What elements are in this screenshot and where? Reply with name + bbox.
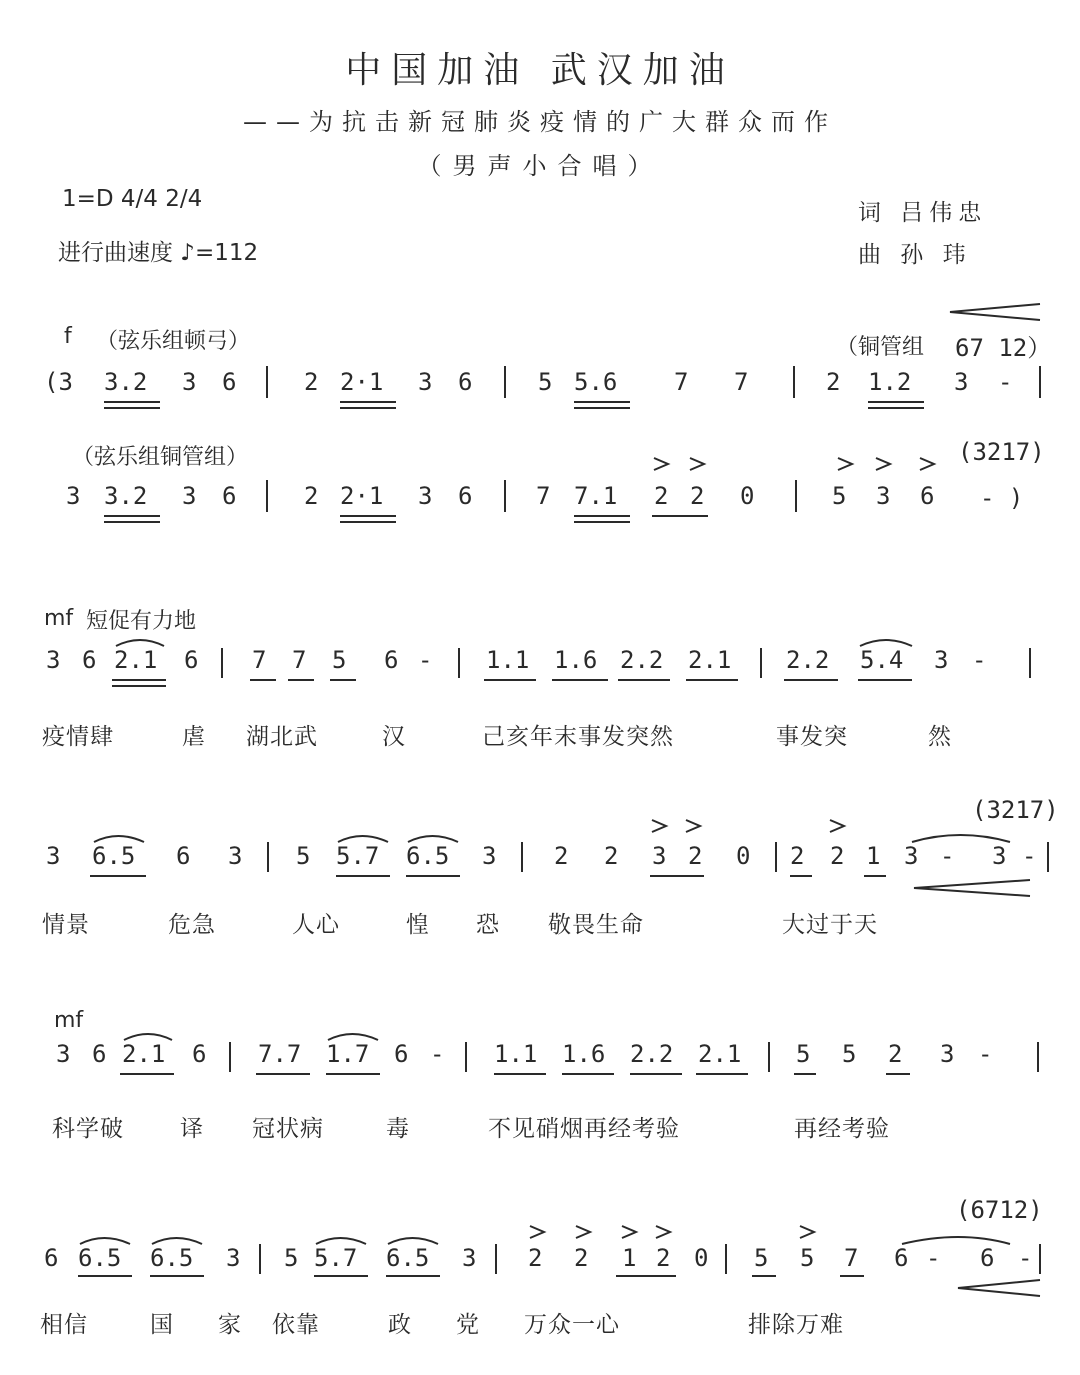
note: 3: [46, 646, 61, 674]
note: -: [972, 646, 987, 674]
lyric: 万众一心: [524, 1312, 620, 1338]
note: 2: [826, 368, 841, 396]
note: 6: [894, 1244, 909, 1272]
note: 5.7: [336, 842, 380, 870]
note: 7: [292, 646, 307, 674]
direction-brass: （铜管组: [836, 335, 925, 360]
note: 7: [674, 368, 689, 396]
note: 5.4: [860, 646, 904, 674]
page-subtitle: ——为抗击新冠肺炎疫情的广大群众而作: [243, 108, 837, 136]
note: 6.5: [386, 1244, 430, 1272]
note: 2: [304, 368, 319, 396]
note: 1.6: [562, 1040, 606, 1068]
note: 5.6: [574, 368, 618, 396]
note: 3: [66, 482, 81, 510]
note: 3: [904, 842, 919, 870]
lyric: 排除万难: [748, 1312, 844, 1338]
lyric: 毒: [386, 1116, 410, 1142]
note: 6: [222, 482, 237, 510]
note: -: [1022, 842, 1037, 870]
lyric: 然: [928, 724, 952, 750]
lyric: 再经考验: [794, 1116, 890, 1142]
note: 2: [304, 482, 319, 510]
note: 5: [842, 1040, 857, 1068]
note: 6: [92, 1040, 107, 1068]
note: 3: [418, 482, 433, 510]
note: 3.2: [104, 482, 148, 510]
note: 6: [980, 1244, 995, 1272]
note: 2: [830, 842, 845, 870]
note: 2.1: [698, 1040, 742, 1068]
note: 6: [82, 646, 97, 674]
note: 6.5: [78, 1244, 122, 1272]
composer-credit: 曲 孙 玮: [858, 242, 972, 268]
row4-ending-notes: (6712): [956, 1196, 1043, 1224]
direction-short-forceful: 短促有力地: [86, 609, 197, 634]
dynamic-f: f: [64, 324, 72, 349]
lyric: 家: [218, 1312, 242, 1338]
note: 6: [184, 646, 199, 674]
lyric: 译: [180, 1116, 204, 1142]
lyric: 科学破: [52, 1116, 124, 1142]
note: -: [430, 1040, 445, 1068]
note: 2: [654, 482, 669, 510]
lyric: 汉: [382, 724, 406, 750]
tempo-marking: 进行曲速度 ♪=112: [58, 240, 259, 266]
note: 6: [458, 368, 473, 396]
note: 0: [694, 1244, 709, 1272]
note: 3: [182, 368, 197, 396]
note: 1.7: [326, 1040, 370, 1068]
note: 5: [284, 1244, 299, 1272]
note: 2·1: [340, 482, 384, 510]
note: 2.2: [786, 646, 830, 674]
row2-ending-notes: (3217): [972, 796, 1059, 824]
note: 3: [652, 842, 667, 870]
lyric: 冠状病: [252, 1116, 324, 1142]
note: 7: [844, 1244, 859, 1272]
note: 3: [182, 482, 197, 510]
note: 3: [876, 482, 891, 510]
lyric: 危急: [168, 912, 216, 938]
note: 2.1: [688, 646, 732, 674]
note: (3: [44, 368, 73, 396]
note: 3: [56, 1040, 71, 1068]
lyric: 疫情肆: [42, 724, 114, 750]
note: 2: [790, 842, 805, 870]
brass-pickup-notes: 67 12）: [955, 334, 1052, 362]
lyric: 人心: [292, 912, 340, 938]
note: -: [940, 842, 955, 870]
note: 3.2: [104, 368, 148, 396]
lyric: 政: [388, 1312, 412, 1338]
note: 3: [934, 646, 949, 674]
lyric: 情景: [42, 912, 90, 938]
lyric: 己亥年末事发突然: [482, 724, 674, 750]
note: 2.2: [620, 646, 664, 674]
note: 5: [800, 1244, 815, 1272]
note: 5: [754, 1244, 769, 1272]
note: 2.1: [114, 646, 158, 674]
lyricist-credit: 词 吕伟忠: [858, 200, 988, 226]
direction-strings-staccato: （弦乐组顿弓）: [96, 329, 251, 354]
note: 6.5: [92, 842, 136, 870]
note: 2.1: [122, 1040, 166, 1068]
note: 5: [538, 368, 553, 396]
note: -: [998, 368, 1013, 396]
note: 3: [418, 368, 433, 396]
note: 5: [332, 646, 347, 674]
note: 2: [528, 1244, 543, 1272]
intro-close: - ): [980, 484, 1024, 512]
note: 3: [482, 842, 497, 870]
lyric: 敬畏生命: [548, 912, 644, 938]
dynamic-mf: mf: [44, 606, 74, 631]
intro-ending-notes: (3217): [958, 438, 1045, 466]
note: 3: [992, 842, 1007, 870]
dynamic-mf-2: mf: [54, 1008, 84, 1033]
note: 1: [866, 842, 881, 870]
note: 0: [736, 842, 751, 870]
lyric: 恐: [476, 912, 500, 938]
note: -: [978, 1040, 993, 1068]
note: 5: [796, 1040, 811, 1068]
lyric: 党: [456, 1312, 480, 1338]
note: 6: [176, 842, 191, 870]
note: 7: [252, 646, 267, 674]
note: 3: [954, 368, 969, 396]
note: 6.5: [150, 1244, 194, 1272]
note: -: [926, 1244, 941, 1272]
lyric: 依靠: [272, 1312, 320, 1338]
note: 7: [536, 482, 551, 510]
note: 2: [888, 1040, 903, 1068]
note: 6.5: [406, 842, 450, 870]
note: 2·1: [340, 368, 384, 396]
note: 2: [656, 1244, 671, 1272]
note: 5: [296, 842, 311, 870]
note: 2: [690, 482, 705, 510]
note: -: [418, 646, 433, 674]
note: 3: [46, 842, 61, 870]
note: 3: [940, 1040, 955, 1068]
note: 6: [192, 1040, 207, 1068]
note: 1.1: [494, 1040, 538, 1068]
note: 6: [384, 646, 399, 674]
direction-strings-brass: （弦乐组铜管组）: [72, 445, 249, 470]
note: 3: [462, 1244, 477, 1272]
note: 1.6: [554, 646, 598, 674]
note: 6: [920, 482, 935, 510]
note: 6: [458, 482, 473, 510]
note: -: [1018, 1244, 1033, 1272]
note: 3: [228, 842, 243, 870]
note: 6: [44, 1244, 59, 1272]
note: 7: [734, 368, 749, 396]
lyric: 国: [150, 1312, 174, 1338]
note: 7.1: [574, 482, 618, 510]
note: 1.2: [868, 368, 912, 396]
note: 6: [222, 368, 237, 396]
note: 2.2: [630, 1040, 674, 1068]
note: 5.7: [314, 1244, 358, 1272]
note: 2: [574, 1244, 589, 1272]
note: 1: [622, 1244, 637, 1272]
note: 6: [394, 1040, 409, 1068]
note: 2: [604, 842, 619, 870]
note: 3: [226, 1244, 241, 1272]
note: 2: [554, 842, 569, 870]
note: 2: [688, 842, 703, 870]
key-meter: 1=D 4/4 2/4: [62, 186, 203, 212]
note: 5: [832, 482, 847, 510]
lyric: 大过于天: [782, 912, 878, 938]
note: 7.7: [258, 1040, 302, 1068]
note: 1.1: [486, 646, 530, 674]
voice-type: （男声小合唱）: [417, 152, 663, 180]
lyric: 虐: [182, 724, 206, 750]
lyric: 湖北武: [246, 724, 318, 750]
lyric: 惶: [406, 912, 430, 938]
lyric: 事发突: [776, 724, 848, 750]
lyric: 相信: [40, 1312, 88, 1338]
lyric: 不见硝烟再经考验: [488, 1116, 680, 1142]
note: 0: [740, 482, 755, 510]
page-title: 中国加油 武汉加油: [345, 50, 735, 91]
